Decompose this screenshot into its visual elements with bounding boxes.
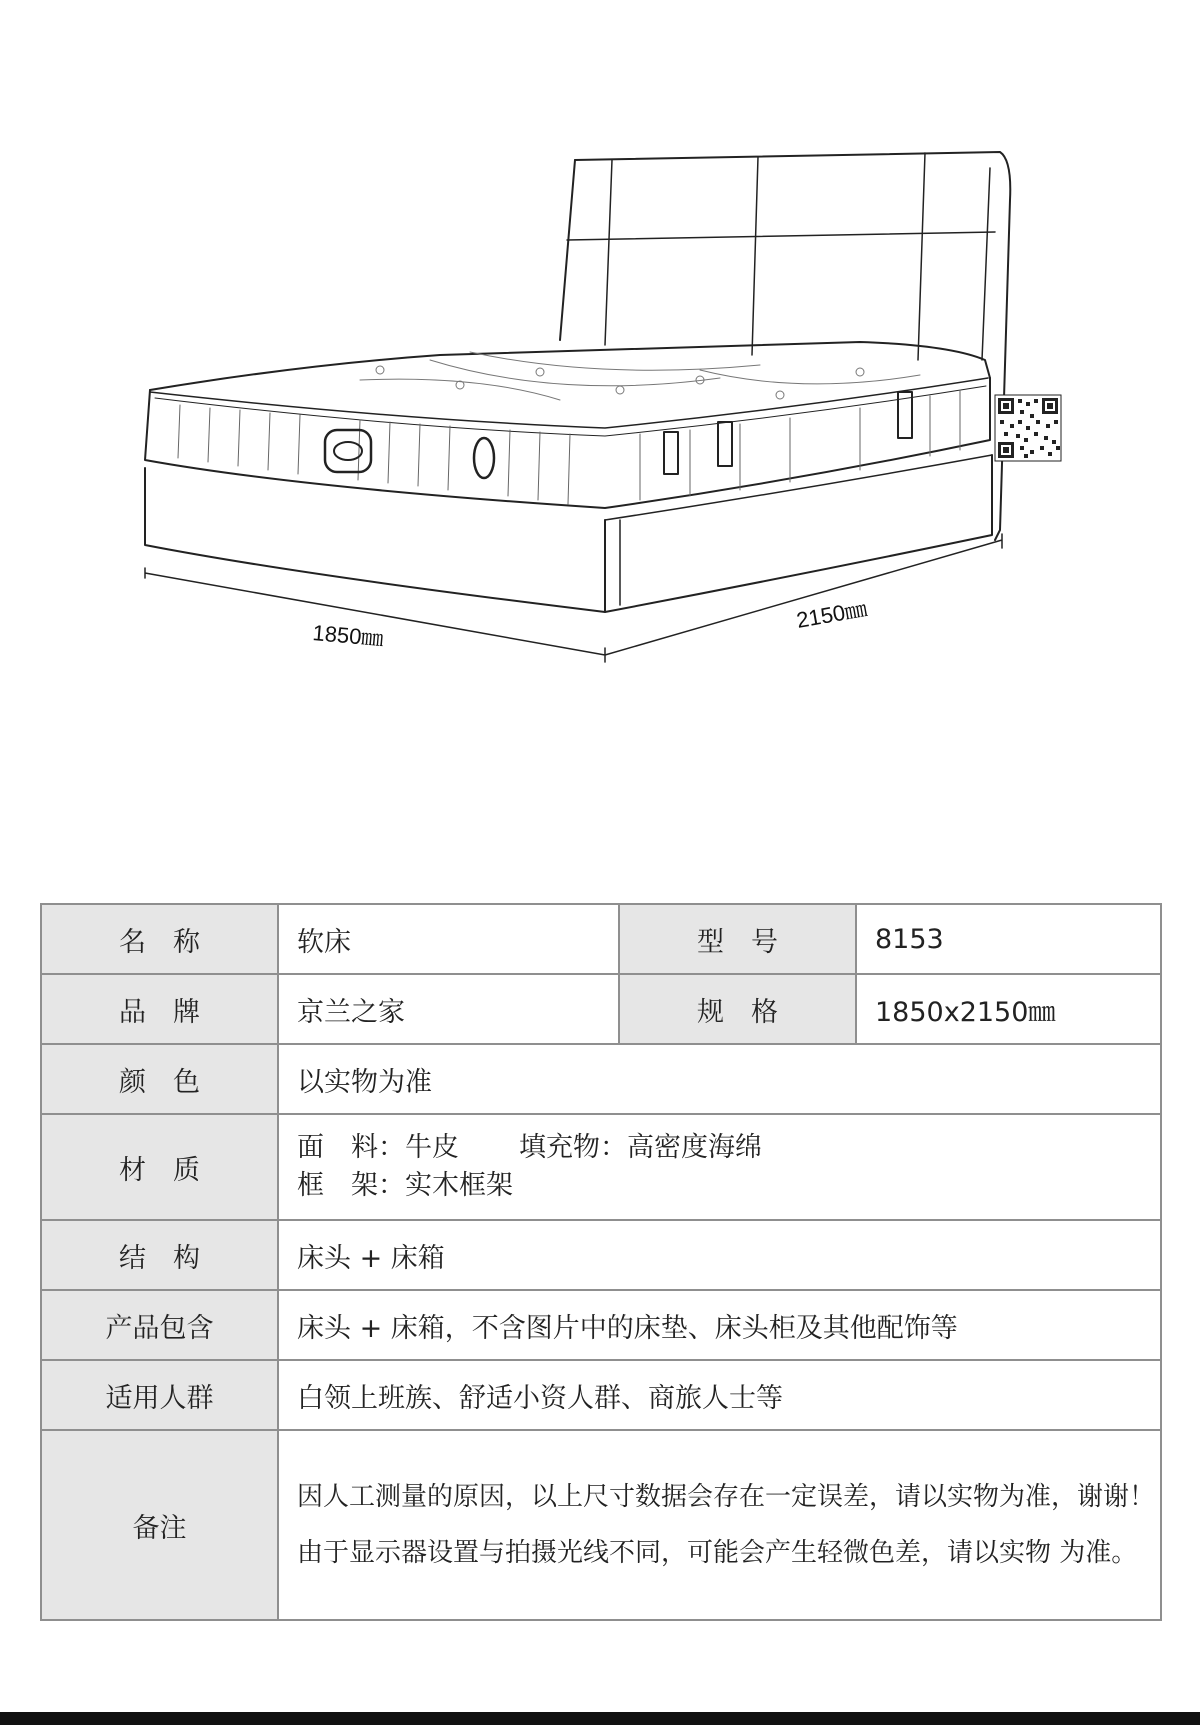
- includes-value: 床头 + 床箱，不含图片中的床垫、床头柜及其他配饰等: [278, 1290, 1161, 1360]
- table-row: [41, 904, 1161, 974]
- table-row: [41, 1430, 1161, 1620]
- table-row: [41, 1044, 1161, 1114]
- table-row: [41, 1220, 1161, 1290]
- name-value: 软床: [278, 904, 619, 974]
- material-value: [278, 1114, 1161, 1220]
- note-value: [278, 1430, 1161, 1620]
- model-label: 型 号: [619, 904, 856, 974]
- material-label: 材 质: [41, 1114, 278, 1220]
- model-value: 8153: [856, 904, 1161, 974]
- structure-label: 结 构: [41, 1220, 278, 1290]
- bed-illustration: [0, 0, 1200, 720]
- note-line-2: 由于显示器设置与拍摄光线不同，可能会产生轻微色差，请以实物 为准。: [297, 1538, 1138, 1568]
- width-dimension-label: 1850㎜: [311, 620, 385, 652]
- name-label: 名 称: [41, 904, 278, 974]
- table-row: [41, 974, 1161, 1044]
- table-row: [41, 1290, 1161, 1360]
- bottom-bar: [0, 1712, 1200, 1725]
- size-value: 1850x2150㎜: [856, 974, 1161, 1044]
- table-row: [41, 1114, 1161, 1220]
- structure-value: 床头 + 床箱: [278, 1220, 1161, 1290]
- size-label: 规 格: [619, 974, 856, 1044]
- material-fabric: 面 料：牛皮: [297, 1132, 459, 1163]
- spec-table: [40, 903, 1162, 1621]
- qr-code: [995, 395, 1061, 461]
- brand-value: 京兰之家: [278, 974, 619, 1044]
- audience-label: 适用人群: [41, 1360, 278, 1430]
- note-line-1: 因人工测量的原因，以上尺寸数据会存在一定误差，请以实物为准，谢谢！: [297, 1482, 1156, 1512]
- includes-label: 产品包含: [41, 1290, 278, 1360]
- table-row: [41, 1360, 1161, 1430]
- material-filling: 填充物：高密度海绵: [519, 1132, 762, 1163]
- material-line-1: [297, 1129, 1160, 1167]
- audience-value: 白领上班族、舒适小资人群、商旅人士等: [278, 1360, 1161, 1430]
- color-value: 以实物为准: [278, 1044, 1161, 1114]
- brand-label: 品 牌: [41, 974, 278, 1044]
- depth-dimension-label: 2150㎜: [794, 595, 869, 633]
- color-label: 颜 色: [41, 1044, 278, 1114]
- note-label: 备注: [41, 1430, 278, 1620]
- material-frame: 框 架：实木框架: [297, 1170, 513, 1201]
